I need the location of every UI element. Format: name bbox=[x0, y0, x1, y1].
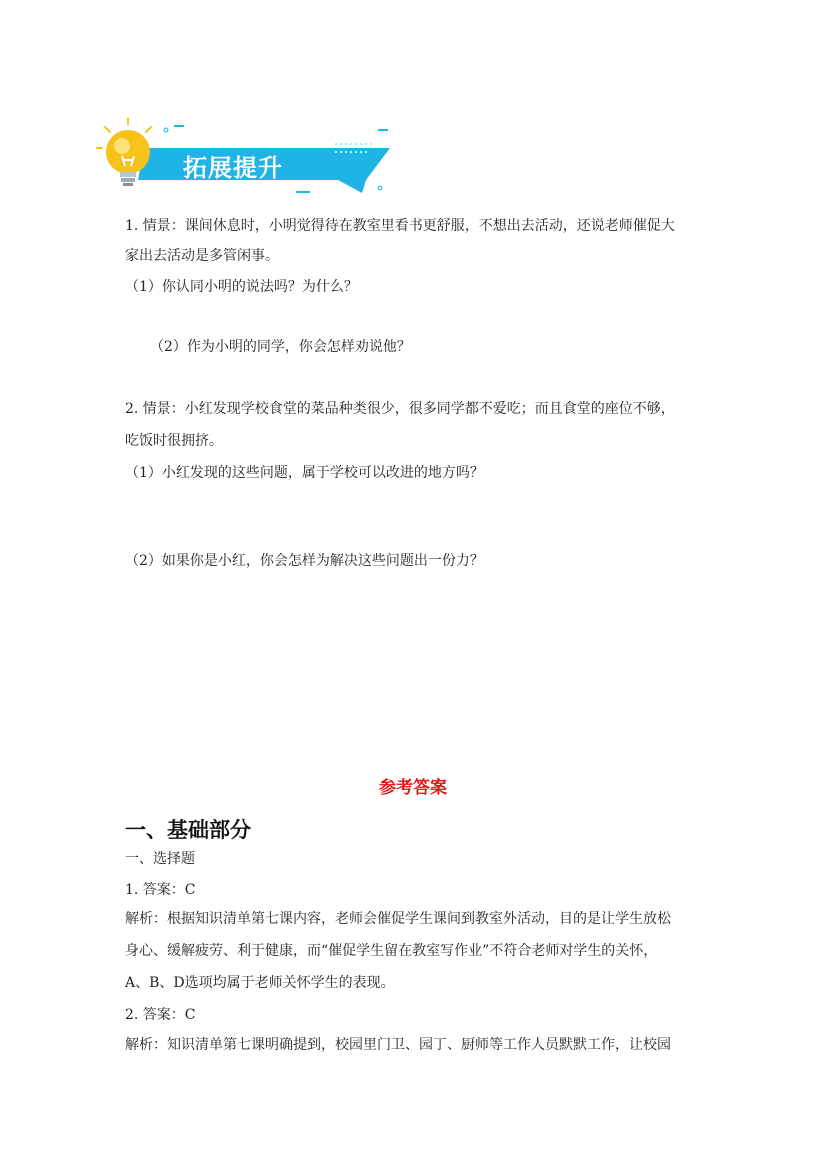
answer-1-label: 1. 答案：C bbox=[125, 882, 196, 898]
question-1-line-2: 家出去活动是多管闲事。 bbox=[125, 248, 279, 264]
answer-2-explanation-line-1: 解析：知识清单第七课明确提到，校园里门卫、园丁、厨师等工作人员默默工作，让校园 bbox=[125, 1037, 671, 1053]
question-2-line-2: 吃饭时很拥挤。 bbox=[125, 433, 223, 449]
answer-1-explanation-line-3: A、B、D选项均属于老师关怀学生的表现。 bbox=[125, 975, 395, 991]
answer-1-explanation-line-2: 身心、缓解疲劳、利于健康，而“催促学生留在教室写作业”不符合老师对学生的关怀， bbox=[125, 943, 658, 959]
question-2-sub-2: （2）如果你是小红，你会怎样为解决这些问题出一份力？ bbox=[125, 553, 484, 569]
answer-1-explanation-line-1: 解析：根据知识清单第七课内容，老师会催促学生课间到教室外活动，目的是让学生放松 bbox=[125, 911, 671, 927]
section-title: 一、基础部分 bbox=[125, 818, 251, 842]
question-1-sub-1: （1）你认同小明的说法吗？为什么？ bbox=[125, 279, 358, 295]
question-1-line-1: 1. 情景：课间休息时，小明觉得待在教室里看书更舒服，不想出去活动，还说老师催促大 bbox=[125, 218, 675, 234]
question-2-sub-1: （1）小红发现的这些问题，属于学校可以改进的地方吗？ bbox=[125, 465, 484, 481]
question-1-sub-2: （2）作为小明的同学，你会怎样劝说他？ bbox=[150, 339, 411, 355]
banner-title: 拓展提升 bbox=[183, 154, 283, 182]
question-2-line-1: 2. 情景：小红发现学校食堂的菜品种类很少，很多同学都不爱吃；而且食堂的座位不够， bbox=[125, 401, 675, 417]
subsection-title: 一、选择题 bbox=[125, 851, 195, 867]
answer-title: 参考答案 bbox=[379, 778, 447, 798]
answer-2-label: 2. 答案：C bbox=[125, 1007, 196, 1023]
